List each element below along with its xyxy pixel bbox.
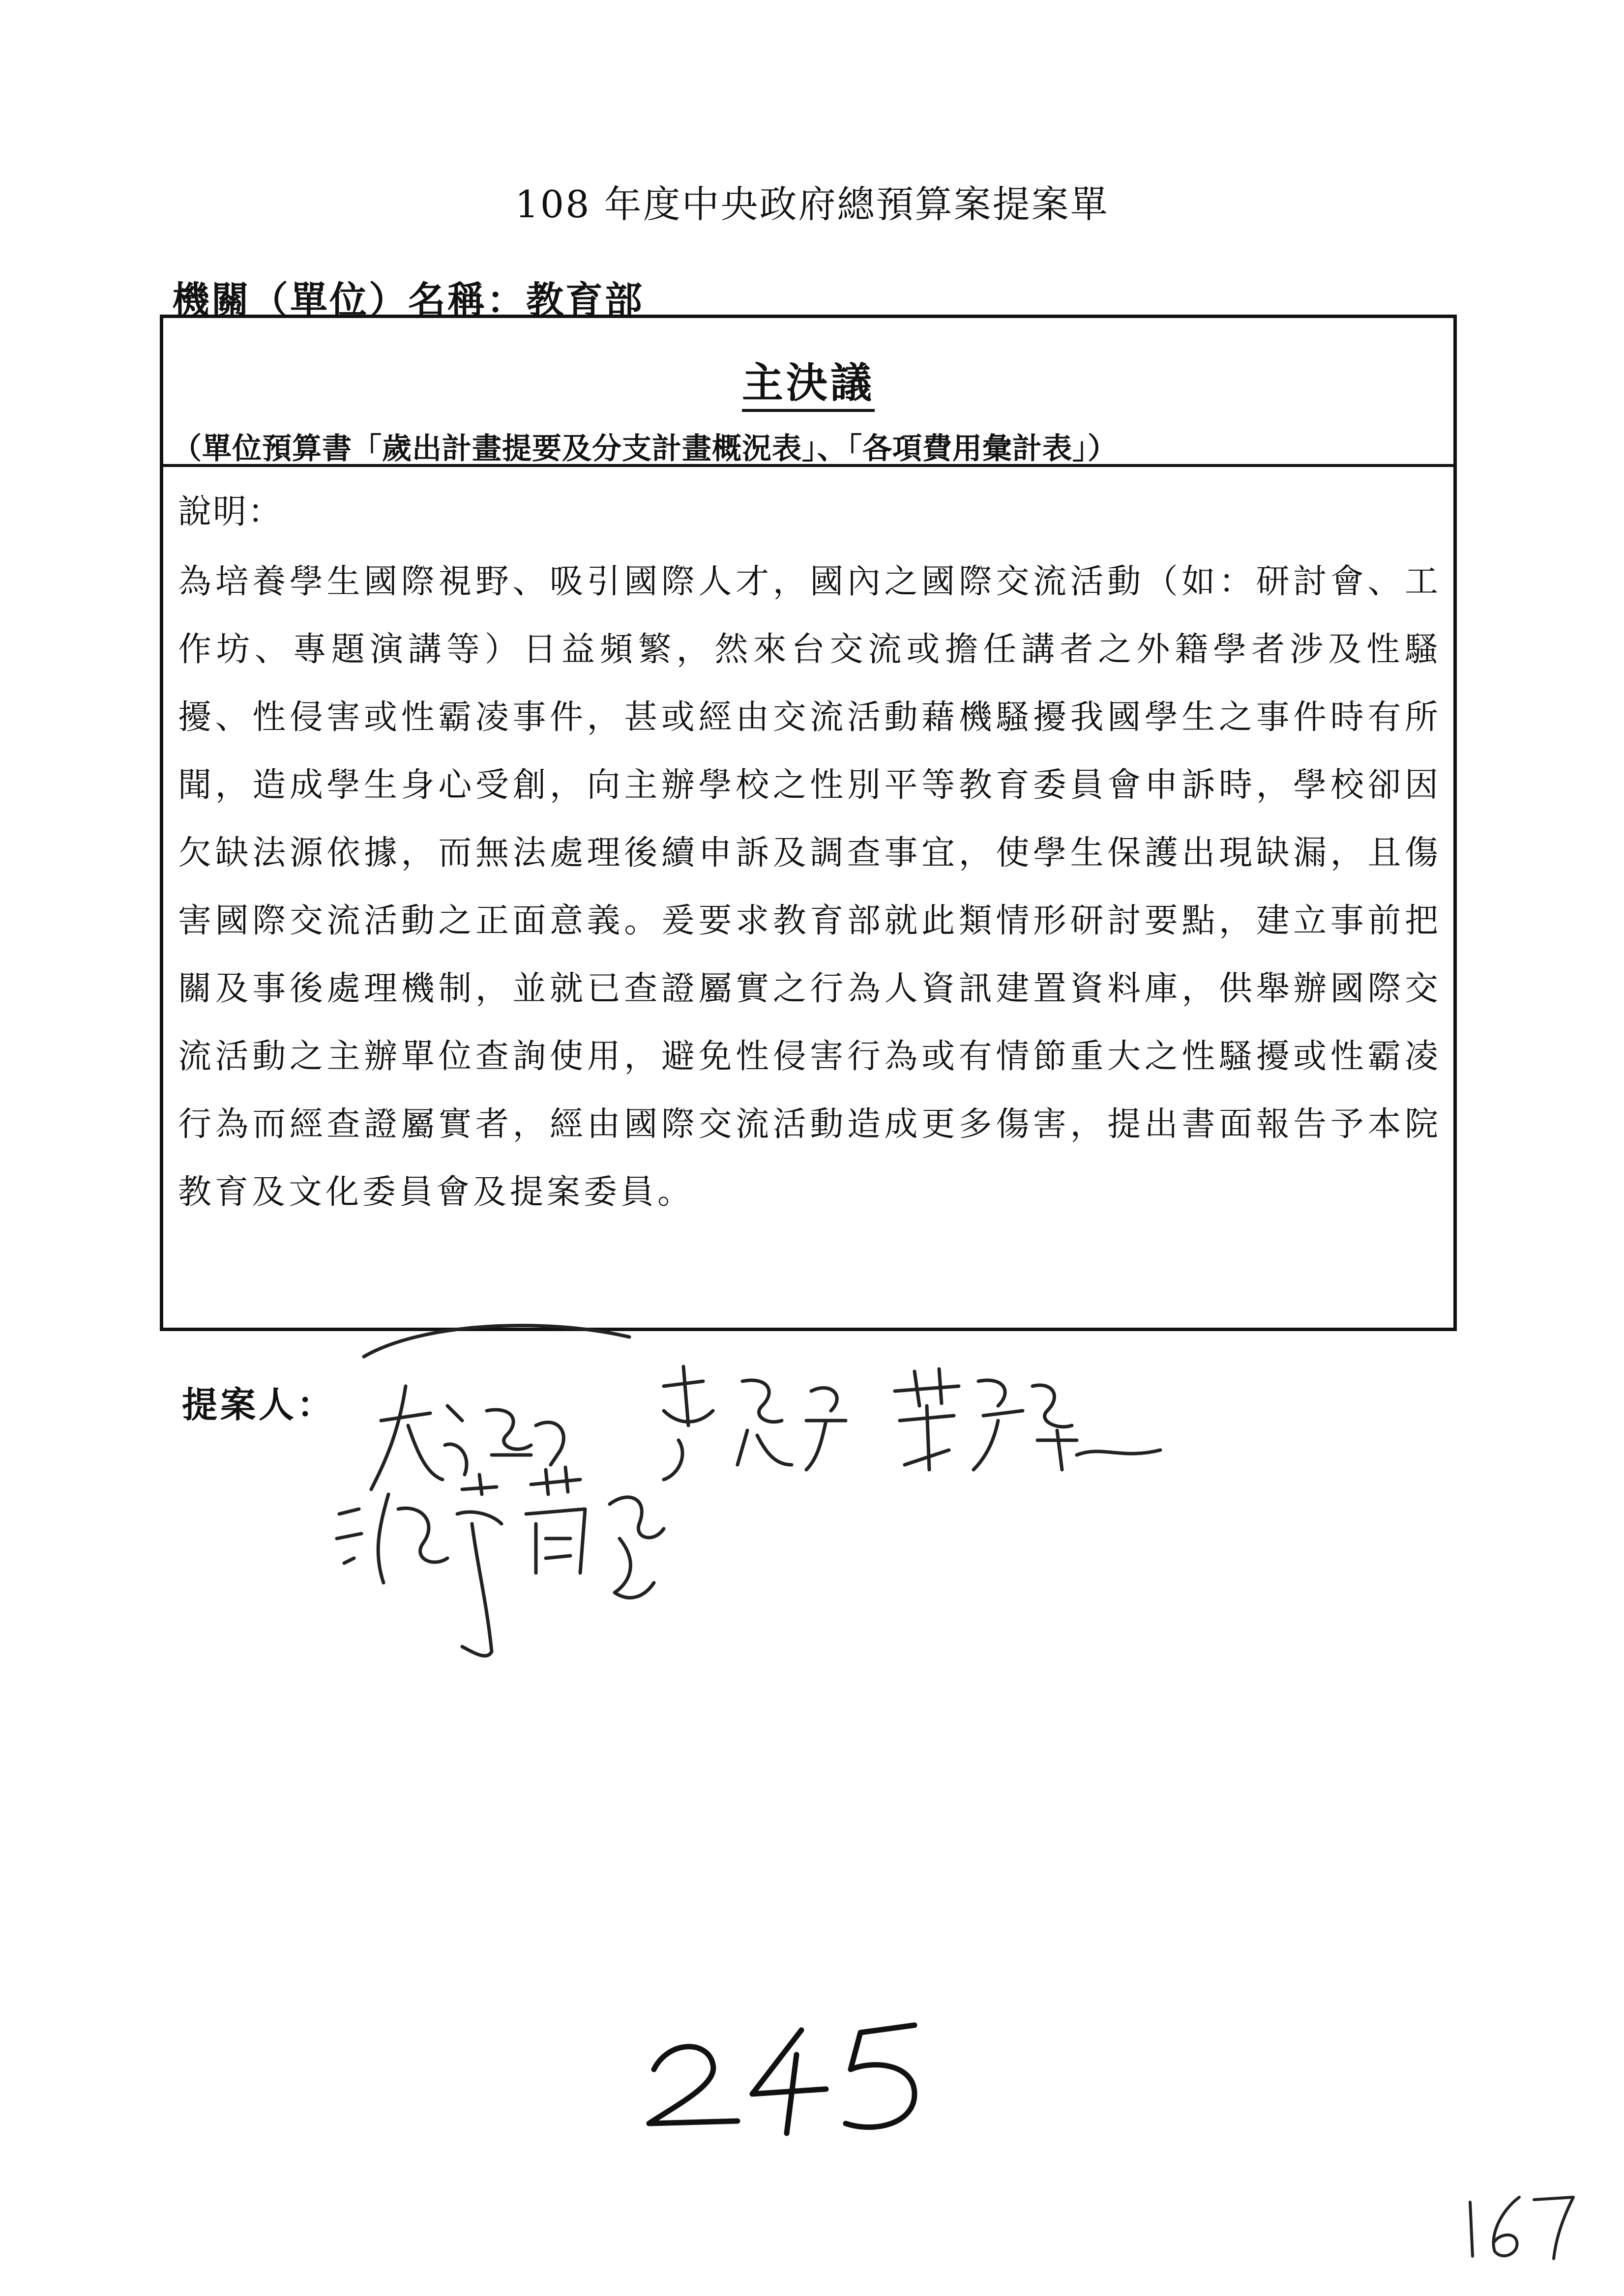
handwritten-page-number-167 <box>1455 2187 1583 2261</box>
signature-1-strokes <box>371 1386 563 1489</box>
proposal-body <box>178 490 1442 1226</box>
signature-2-strokes <box>664 1366 846 1480</box>
page-number-167-drawing <box>1455 2187 1583 2261</box>
proposal-box <box>160 315 1457 1331</box>
resolution-heading <box>163 350 1453 409</box>
agency-name-line: 機關（單位）名稱：教育部 <box>172 278 644 322</box>
budget-reference-subheading: （單位預算書「歲出計畫提要及分支計畫概況表」、「各項費用彙計表」） <box>172 432 1118 466</box>
signature-arc-stroke <box>364 1326 629 1357</box>
signature-4-strokes <box>337 1467 664 1656</box>
page-title: 108 年度中央政府總預算案提案單 <box>515 182 1109 226</box>
resolution-heading-text: 主決議 <box>742 358 875 412</box>
explanation-text: 為培養學生國際視野、吸引國際人才，國內之國際交流活動（如：研討會、工作坊、專題演講等）日益頻繁，然來台交流或擔任講者之外籍學者涉及性騷擾、性侵害或性霸凌事件，甚或經由交流活動藉機騷擾我國學生之事件時有所聞，造成學生身心受創，向主辦學校之性別平等教育委員會申訴時，學校卻因欠缺法源依據，而無法處理後續申訴及調查事宜，使學生保護出現缺漏，且傷害國際交流活動之正面意義。爰要求教育部就此類情形研討要點，建立事前把關及事後處理機制，並就已查證屬實之行為人資訊建置資料庫，供舉辦國際交流活動之主辦單位查詢使用，避免性侵害行為或有情節重大之性騷擾或性霸凌行為而經查證屬實者，經由國際交流活動造成更多傷害，提出書面報告予本院教育及文化委員會及提案委員。 <box>178 562 1442 1212</box>
proposer-label: 提案人： <box>182 1384 336 1425</box>
explanation-label: 說明： <box>178 493 283 531</box>
page-number-245-drawing <box>639 2010 934 2138</box>
proposal-box-header <box>163 318 1453 467</box>
handwritten-page-number-245 <box>639 2010 934 2138</box>
signature-3-strokes <box>895 1369 1160 1470</box>
handwritten-signatures <box>325 1308 1259 1750</box>
signature-drawing <box>325 1308 1259 1750</box>
